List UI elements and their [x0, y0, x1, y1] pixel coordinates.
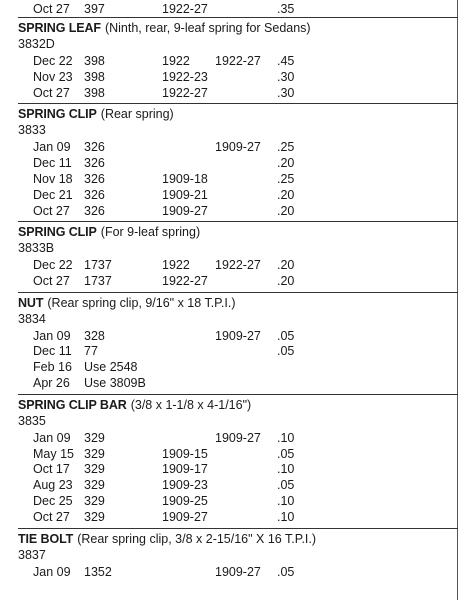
row-catalog: 326 [84, 187, 105, 202]
row-date: Jan 09 [33, 564, 71, 579]
part-number: 3833B [18, 241, 55, 256]
row-price: .10 [277, 462, 295, 477]
table-row [0, 329, 475, 345]
section-divider [18, 394, 458, 395]
section-heading [18, 296, 235, 311]
row-years: 1909-27 [162, 203, 208, 218]
row-date: Nov 23 [33, 69, 73, 84]
part-name: TIE BOLT [18, 531, 74, 546]
section-divider [18, 17, 458, 18]
row-catalog: 398 [84, 85, 105, 100]
section-divider [18, 221, 458, 222]
table-row [0, 70, 475, 86]
row-date: Feb 16 [33, 360, 72, 375]
part-description: (3/8 x 1-1/8 x 4-1/16") [130, 397, 252, 412]
row-catalog: 329 [84, 510, 105, 525]
row-applies: 1909-27 [215, 430, 261, 445]
section-divider [18, 292, 458, 293]
table-row [0, 431, 475, 447]
table-row [0, 140, 475, 156]
section-heading [18, 21, 311, 36]
table-row [0, 172, 475, 188]
row-catalog: 329 [84, 478, 105, 493]
row-catalog: 1352 [84, 564, 112, 579]
row-catalog: 1737 [84, 274, 112, 289]
row-price: .05 [277, 328, 295, 343]
section-divider [18, 528, 458, 529]
row-catalog: 398 [84, 69, 105, 84]
row-years: 1922-27 [162, 2, 208, 16]
row-years: 1922 [162, 258, 190, 273]
row-price: .05 [277, 344, 295, 359]
row-price: .25 [277, 172, 295, 186]
table-row [0, 447, 475, 463]
row-catalog: 328 [84, 328, 105, 343]
row-catalog: 1737 [84, 258, 112, 273]
row-date: Jan 09 [33, 328, 71, 343]
part-description: (Rear spring) [100, 107, 174, 122]
part-number: 3832D [18, 37, 55, 51]
part-name: SPRING CLIP BAR [18, 397, 127, 412]
part-name: SPRING CLIP [18, 107, 97, 122]
row-price: .25 [277, 140, 295, 155]
row-date: Oct 27 [33, 2, 70, 16]
table-row [0, 494, 475, 510]
row-catalog: Use 3809B [84, 376, 146, 391]
row-years: 1922 [162, 54, 190, 68]
table-row [0, 258, 475, 274]
table-row [0, 2, 475, 18]
row-years: 1922-27 [162, 274, 208, 289]
row-price: .20 [277, 274, 295, 289]
table-row [0, 188, 475, 204]
row-date: May 15 [33, 446, 74, 461]
table-row [0, 376, 475, 392]
row-price: .30 [277, 85, 295, 100]
row-date: Jan 09 [33, 430, 71, 445]
table-row [0, 510, 475, 526]
row-date: Oct 27 [33, 510, 70, 525]
table-row [0, 156, 475, 172]
part-description: (Ninth, rear, 9-leaf spring for Sedans) [104, 21, 311, 35]
section-heading [18, 225, 200, 240]
row-catalog: 398 [84, 54, 105, 68]
row-catalog: 77 [84, 344, 98, 359]
row-years: 1909-15 [162, 446, 208, 461]
row-date: Aug 23 [33, 478, 73, 493]
row-years: 1909-17 [162, 462, 208, 477]
row-years: 1909-23 [162, 478, 208, 493]
row-price: .05 [277, 478, 295, 493]
part-description: (Rear spring clip, 3/8 x 2-15/16" X 16 T.P.I.) [77, 531, 317, 546]
row-date: Oct 17 [33, 462, 70, 477]
row-date: Dec 22 [33, 54, 73, 68]
row-catalog: 329 [84, 446, 105, 461]
part-number: 3833 [18, 123, 46, 138]
table-row [0, 565, 475, 581]
section-heading [18, 107, 174, 122]
row-applies: 1922-27 [215, 54, 261, 68]
table-row [0, 478, 475, 494]
table-row [0, 86, 475, 102]
part-number: 3834 [18, 311, 46, 326]
part-number: 3837 [18, 547, 46, 562]
row-catalog: 329 [84, 430, 105, 445]
row-applies: 1909-27 [215, 328, 261, 343]
row-date: Dec 11 [33, 344, 72, 359]
row-date: Dec 25 [33, 494, 73, 509]
row-catalog: 326 [84, 172, 105, 186]
row-years: 1909-21 [162, 187, 208, 202]
row-catalog: Use 2548 [84, 360, 138, 375]
table-row [0, 274, 475, 290]
row-date: Oct 27 [33, 203, 70, 218]
row-date: Dec 11 [33, 156, 72, 171]
part-number: 3835 [18, 413, 46, 428]
row-date: Nov 18 [33, 172, 73, 186]
part-description: (Rear spring clip, 9/16" x 18 T.P.I.) [47, 295, 236, 310]
row-applies: 1909-27 [215, 564, 261, 579]
part-name: SPRING LEAF [18, 21, 101, 35]
row-price: .45 [277, 54, 295, 68]
row-price: .10 [277, 430, 295, 445]
row-applies: 1909-27 [215, 140, 261, 155]
row-date: Apr 26 [33, 376, 70, 391]
row-catalog: 326 [84, 203, 105, 218]
row-applies: 1922-27 [215, 258, 261, 273]
table-row [0, 360, 475, 376]
part-name: NUT [18, 295, 44, 310]
row-years: 1922-23 [162, 69, 208, 84]
row-price: .20 [277, 156, 295, 171]
row-years: 1909-18 [162, 172, 208, 186]
row-catalog: 326 [84, 140, 105, 155]
row-price: .10 [277, 494, 295, 509]
row-catalog: 329 [84, 494, 105, 509]
row-date: Jan 09 [33, 140, 71, 155]
row-years: 1909-25 [162, 494, 208, 509]
table-row [0, 54, 475, 70]
part-name: SPRING CLIP [18, 225, 97, 240]
table-row [0, 204, 475, 220]
row-catalog: 329 [84, 462, 105, 477]
row-price: .05 [277, 446, 295, 461]
part-description: (For 9-leaf spring) [100, 225, 201, 240]
row-date: Dec 21 [33, 187, 73, 202]
row-date: Oct 27 [33, 85, 70, 100]
row-years: 1909-27 [162, 510, 208, 525]
table-row [0, 462, 475, 478]
row-catalog: 397 [84, 2, 105, 16]
section-divider [18, 103, 458, 104]
row-price: .20 [277, 258, 295, 273]
row-price: .35 [277, 2, 295, 16]
row-date: Oct 27 [33, 274, 70, 289]
row-catalog: 326 [84, 156, 105, 171]
table-row [0, 344, 475, 360]
row-price: .30 [277, 69, 295, 84]
row-date: Dec 22 [33, 258, 73, 273]
row-price: .20 [277, 187, 295, 202]
row-price: .10 [277, 510, 295, 525]
row-price: .20 [277, 203, 295, 218]
section-heading [18, 532, 316, 547]
row-price: .05 [277, 564, 295, 579]
section-heading [18, 398, 251, 413]
row-years: 1922-27 [162, 85, 208, 100]
